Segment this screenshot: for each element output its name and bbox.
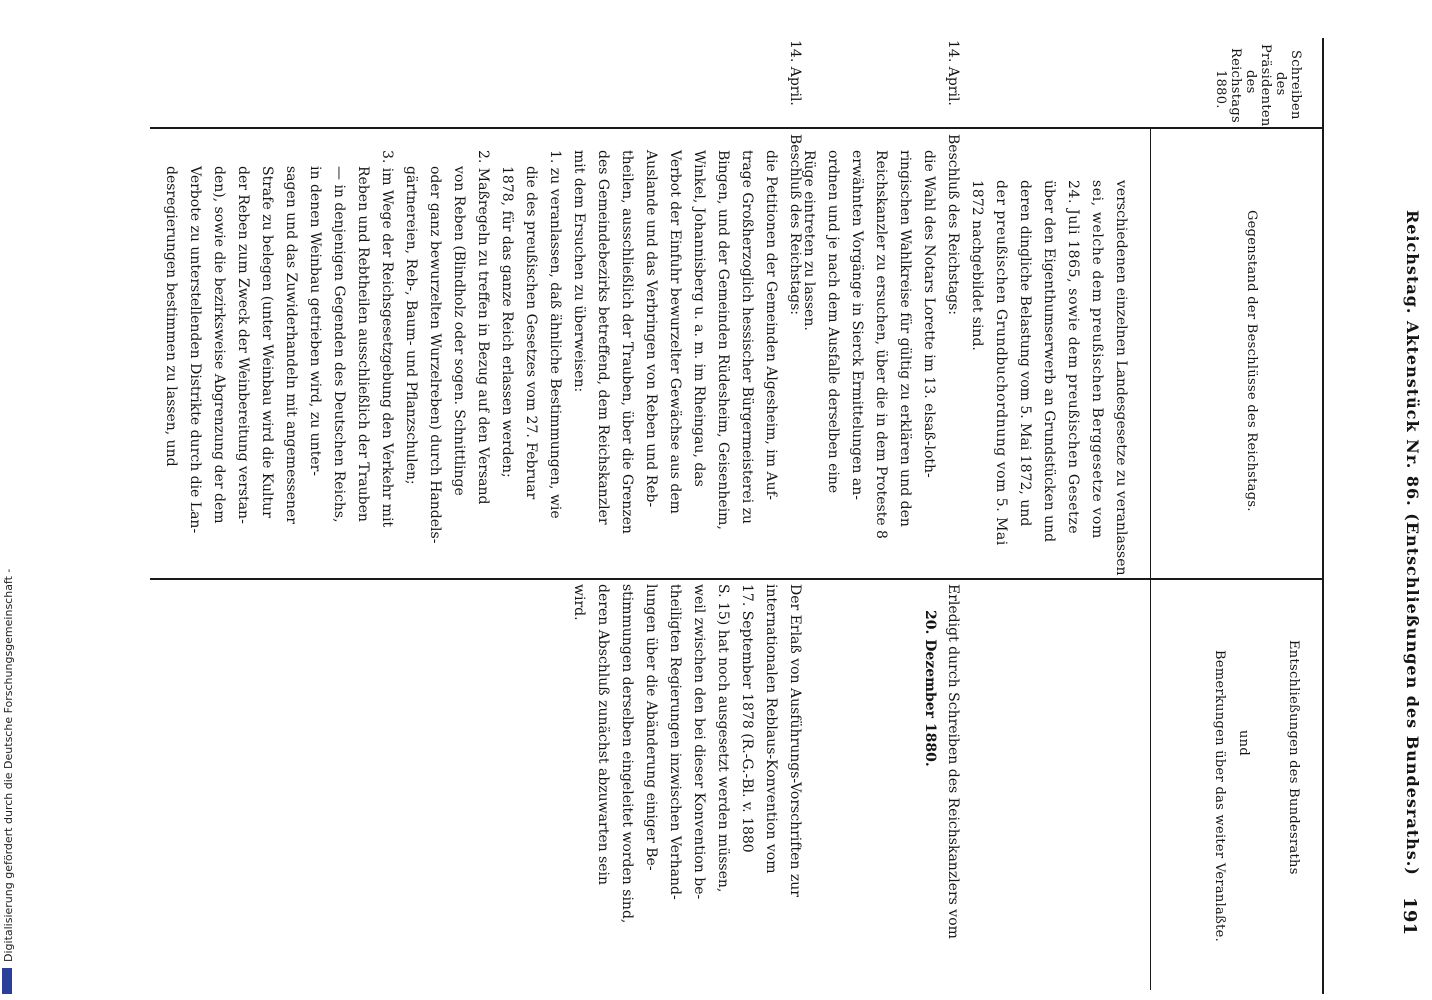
- row2-line: Beschluß des Reichstags:: [945, 134, 961, 315]
- row3-line: Bingen, und der Gemeinden Rüdesheim, Geisenheim,: [715, 150, 731, 530]
- row3-line: den), sowie die bezirksweise Abgrenzung der dem: [211, 166, 227, 524]
- row3-line: Verbot der Einfuhr bewurzelter Gewächse aus dem: [667, 150, 683, 514]
- row3-line: oder ganz bewurzelten Wurzelreben) durch Handels-: [427, 166, 443, 544]
- col1-header-line: 1880.: [1213, 70, 1228, 109]
- dfg-logo-text: DFG: [11, 957, 19, 974]
- col3-header-line: und: [1236, 730, 1251, 756]
- row2-line: ringischen Wahlkreise für gültig zu erklären und den: [897, 150, 913, 527]
- row3-line: Reben und Rebtheilen ausschließlich der Trauben: [355, 166, 371, 522]
- row3-resolution-line: stimmungen derselben eingeleitet worden sind,: [619, 584, 635, 924]
- row3-line: — in denjenigen Gegenden des Deutschen Reichs,: [331, 166, 347, 523]
- row3-line: Auslande und das Verbringen von Reben und Reb-: [643, 150, 659, 508]
- row3-line: theilen, ausschließlich der Trauben, über die Grenzen: [619, 150, 635, 534]
- row3-line: 1878, für das ganze Reich erlassen werden;: [499, 166, 515, 478]
- row3-line: 2. Maßregeln zu treffen in Bezug auf den Versand: [475, 150, 491, 505]
- row3-resolution-line: internationalen Reblaus-Konvention vom: [763, 584, 779, 874]
- row3-resolution-line: Der Erlaß von Ausführungs-Vorschriften zur: [787, 584, 803, 897]
- row2-line: Rüge eintreten zu lassen.: [801, 150, 817, 331]
- row3-line: Strafe zu belegen (unter Weinbau wird die Kultur: [259, 166, 275, 518]
- col1-header-line: Präsidenten: [1258, 44, 1273, 127]
- header-divider: [1150, 128, 1151, 990]
- row3-line: desregierungen bestimmen zu lassen, und: [163, 166, 179, 467]
- row3-line: 3. im Wege der Reichsgesetzgebung den Verkehr mit: [379, 150, 395, 528]
- row3-resolution-line: lungen über die Abänderung einiger Be-: [643, 584, 659, 871]
- page-header-title: Reichstag. Aktenstück Nr. 86. (Entschließungen des Bundesraths.): [1403, 210, 1422, 876]
- row3-line: sagen und das Zuwiderhandeln mit angemessener: [283, 166, 299, 524]
- row1-resolution-line: 20. Dezember 1880.: [922, 610, 938, 767]
- col3-header-line: Entschließungen des Bundesraths: [1286, 640, 1301, 875]
- row3-resolution-line: S. 15) hat noch ausgesetzt werden müssen,: [715, 584, 731, 893]
- col1-header-line: Reichstags: [1228, 48, 1243, 123]
- row2-line: erwähnten Vorgänge in Sierck Ermittelungen an-: [849, 150, 865, 500]
- row1-line: der preußischen Grundbuchordnung vom 5. Mai: [993, 180, 1009, 546]
- row3-resolution-line: theiligten Regierungen inzwischen Verhand-: [667, 584, 683, 900]
- row3-line: der Reben zum Zweck der Weinbereitung verstan-: [235, 166, 251, 524]
- row-date: 14. April.: [787, 40, 803, 106]
- dfg-logo: [2, 957, 19, 994]
- col2-divider: [150, 578, 1322, 580]
- row3-line: von Reben (Blindholz oder sogen. Schnittlinge: [451, 166, 467, 496]
- row3-line: Verbote zu unterstellenden Distrikte durch die Lan-: [187, 166, 203, 534]
- col1-header-line: des: [1273, 72, 1288, 96]
- row1-line: deren dingliche Belastung vom 5. Mai 1872, und: [1017, 180, 1033, 527]
- top-rule: [1322, 38, 1324, 994]
- row1-line: über den Eigenthumserwerb an Grundstücken und: [1041, 180, 1057, 543]
- col1-header-line: des: [1243, 70, 1258, 94]
- row2-line: ordnen und je nach dem Ausfalle derselben eine: [825, 150, 841, 494]
- row3-line: in denen Weinbau getrieben wird, zu unter-: [307, 166, 323, 477]
- row3-line: Winkel, Johannisberg u. a. m. im Rheingau, das: [691, 150, 707, 487]
- row1-line: 1872 nachgebildet sind.: [969, 180, 985, 351]
- col3-header-line: Bemerkungen über das weiter Veranlaßte.: [1212, 650, 1227, 943]
- row1-line: 24. Juli 1865, sowie dem preußischen Gesetze: [1065, 180, 1081, 535]
- row1-resolution-line: Erledigt durch Schreiben des Reichskanzlers vom: [945, 584, 961, 939]
- row1-line: sei, welche dem preußischen Berggesetze vom: [1089, 180, 1105, 539]
- row3-resolution-line: wird.: [571, 584, 587, 621]
- digitization-footer: Digitalisierung gefördert durch die Deutsche Forschungsgemeinschaft -: [2, 568, 15, 962]
- page-number: 191: [1399, 897, 1420, 936]
- row3-line: die des preußischen Gesetzes vom 27. Februar: [523, 166, 539, 500]
- row-date: 14. April.: [945, 40, 961, 106]
- row2-line: die Wahl des Notars Lorette im 13. elsaß-loth-: [921, 150, 937, 478]
- row3-line: die Petitionen der Gemeinden Algesheim, im Auf-: [763, 150, 779, 500]
- row3-line: des Gemeindebezirks betreffend, dem Reichskanzler: [595, 150, 611, 525]
- row3-resolution-line: 17. September 1878 (R.-G.-Bl. v. 1880: [739, 584, 755, 853]
- row3-resolution-line: weil zwischen den bei dieser Konvention be-: [691, 584, 707, 900]
- row1-line: verschiedenen einzelnen Landesgesetze zu veranlassen: [1113, 180, 1129, 576]
- row3-line: mit dem Ersuchen zu überweisen:: [571, 150, 587, 393]
- row2-line: Reichskanzler zu ersuchen, über die in dem Proteste 8: [873, 150, 889, 539]
- row3-line: Beschluß des Reichstags:: [787, 134, 803, 315]
- col2-header: Gegenstand der Beschlüsse des Reichstags.: [1244, 210, 1259, 512]
- col1-header-line: Schreiben: [1288, 50, 1303, 120]
- row3-line: gärtnereien, Reb-, Baum- und Pflanzschulen;: [403, 166, 419, 485]
- row3-line: 1. zu veranlassen, daß ähnliche Bestimmungen, wie: [547, 150, 563, 519]
- row3-line: trage Großherzoglich hessischer Bürgermeisterei zu: [739, 150, 755, 525]
- col1-divider: [150, 127, 1322, 129]
- row3-resolution-line: deren Abschluß zunächst abzuwarten sein: [595, 584, 611, 886]
